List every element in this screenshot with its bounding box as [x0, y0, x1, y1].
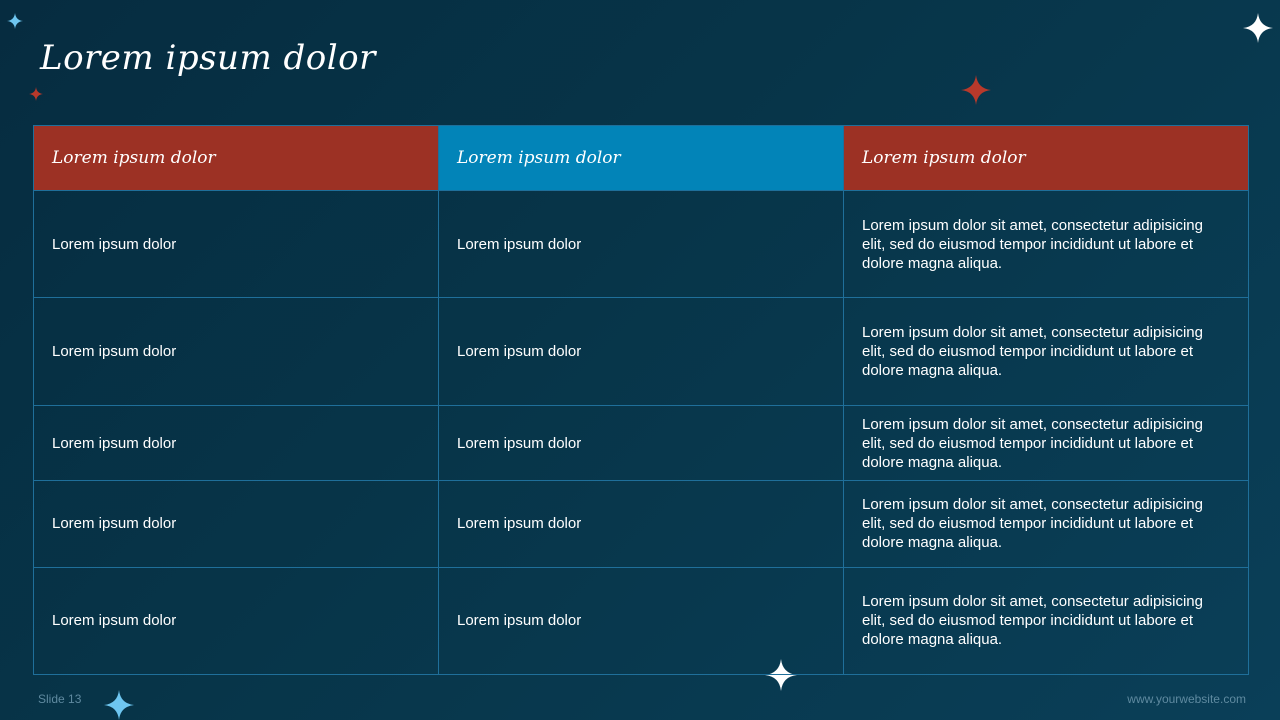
table-cell: Lorem ipsum dolor sit amet, consectetur adipisicing elit, sed do eiusmod tempor incididunt ut labore et dolore magna aliqua. [844, 567, 1249, 674]
table-cell: Lorem ipsum dolor [439, 481, 844, 567]
table-cell: Lorem ipsum dolor [34, 567, 439, 674]
table-header-row [34, 126, 1249, 191]
table-cell: Lorem ipsum dolor [439, 567, 844, 674]
table-cell: Lorem ipsum dolor [439, 405, 844, 480]
table-cell: Lorem ipsum dolor [34, 405, 439, 480]
table-cell: Lorem ipsum dolor [439, 191, 844, 298]
sparkle-icon [7, 13, 23, 29]
sparkle-icon [104, 690, 134, 720]
slide-number: Slide 13 [38, 692, 82, 706]
table-cell: Lorem ipsum dolor sit amet, consectetur adipisicing elit, sed do eiusmod tempor incididunt ut labore et dolore magna aliqua. [844, 481, 1249, 567]
website-url: www.yourwebsite.com [1127, 692, 1246, 706]
table-header-cell: Lorem ipsum dolor [34, 126, 439, 191]
table-cell: Lorem ipsum dolor sit amet, consectetur adipisicing elit, sed do eiusmod tempor incididunt ut labore et dolore magna aliqua. [844, 191, 1249, 298]
table-cell: Lorem ipsum dolor sit amet, consectetur adipisicing elit, sed do eiusmod tempor incididunt ut labore et dolore magna aliqua. [844, 298, 1249, 405]
table-header-cell: Lorem ipsum dolor [844, 126, 1249, 191]
table-row [34, 481, 1249, 567]
table-cell: Lorem ipsum dolor sit amet, consectetur adipisicing elit, sed do eiusmod tempor incididunt ut labore et dolore magna aliqua. [844, 405, 1249, 480]
table-row [34, 567, 1249, 674]
sparkle-icon [29, 87, 43, 101]
table-row [34, 405, 1249, 480]
table-row [34, 191, 1249, 298]
table-cell: Lorem ipsum dolor [34, 298, 439, 405]
data-table [33, 125, 1249, 675]
slide-title: Lorem ipsum dolor [40, 38, 376, 78]
table-cell: Lorem ipsum dolor [34, 481, 439, 567]
table-cell: Lorem ipsum dolor [439, 298, 844, 405]
table-header-cell: Lorem ipsum dolor [439, 126, 844, 191]
table-row [34, 298, 1249, 405]
sparkle-icon [1243, 13, 1273, 43]
sparkle-icon [961, 75, 991, 105]
table-cell: Lorem ipsum dolor [34, 191, 439, 298]
